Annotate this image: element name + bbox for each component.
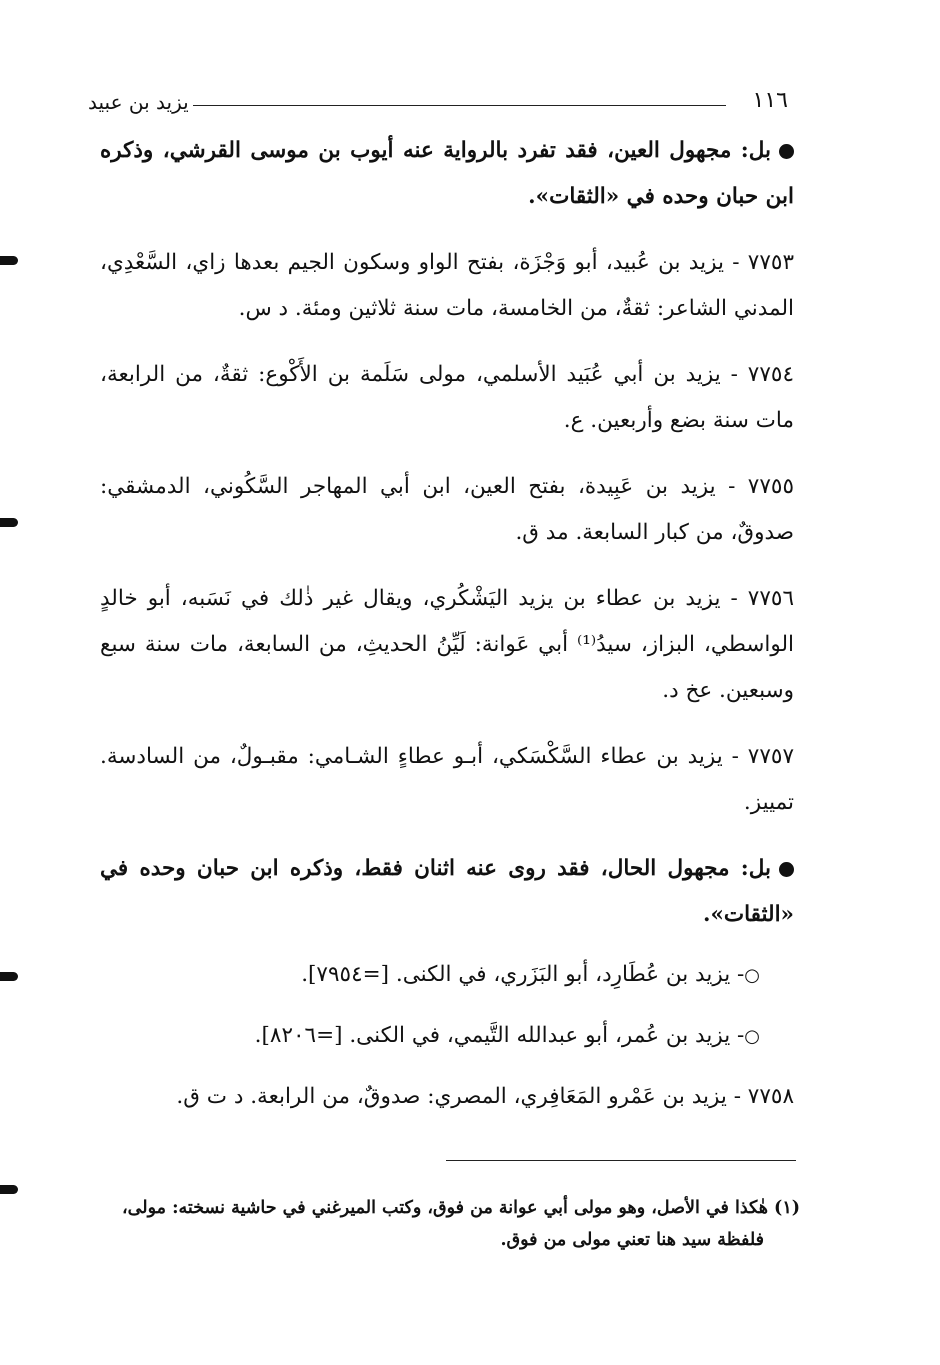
circle-icon: ○ xyxy=(744,965,760,986)
header-rule xyxy=(193,105,726,106)
page-header xyxy=(88,88,788,122)
binding-mark xyxy=(0,518,18,527)
bullet-icon xyxy=(779,862,794,877)
footnote-marker: (١) xyxy=(774,1198,800,1218)
cross-reference-text: - يزيد بن عُطَارِد، أبو البَزَري، في الكنى. [=٧٩٥٤]. xyxy=(301,962,745,987)
footnote-rule xyxy=(446,1160,796,1161)
page-body xyxy=(100,128,794,1120)
entry-7754: ٧٧٥٤ - يزيد بن أبي عُبَيد الأسلمي، مولى سَلَمة بن الأَكْوع: ثقةٌ، من الرابعة، مات سنة بضع وأربعين. ع. xyxy=(100,362,794,433)
bullet-icon xyxy=(779,144,794,159)
binding-mark xyxy=(0,256,18,265)
cross-reference-text: - يزيد بن عُمر، أبو عبدالله التَّيمي، في الكنى. [=٨٢٠٦]. xyxy=(254,1023,745,1048)
circle-icon: ○ xyxy=(744,1026,760,1047)
footnote-line xyxy=(100,1192,800,1224)
remark-text: بل: مجهول العين، فقد تفرد بالرواية عنه أيوب بن موسى القرشي، وذكره ابن حبان وحده في «الثقات». xyxy=(100,138,794,209)
remark-text: بل: مجهول الحال، فقد روى عنه اثنان فقط، وذكره ابن حبان وحده في «الثقات». xyxy=(100,856,794,927)
entry-7756: ٧٧٥٦ - يزيد بن عطاء بن يزيد اليَشْكُري، ويقال غير ذٰلك في نَسَبه، أبو خالدٍ الواسطي، البزاز، سيدُ⁽¹⁾ أبي عَوانة: لَيِّنُ الحديثِ، من السابعة، مات سنة سبع وسبعين. عخ د. xyxy=(100,586,794,703)
cross-reference xyxy=(100,952,794,999)
footnote xyxy=(100,1192,800,1256)
footnote-line: فلفظة سيد هنا تعني مولى من فوق. xyxy=(500,1230,764,1250)
remark-paragraph xyxy=(100,128,794,220)
cross-reference xyxy=(100,1013,794,1060)
running-title: يزيد بن عبيد xyxy=(88,90,189,114)
binding-mark xyxy=(0,1185,18,1194)
entry-7753: ٧٧٥٣ - يزيد بن عُبيد، أبو وَجْزَة، بفتح الواو وسكون الجيم بعدها زاي، السَّعْدِي، المدني الشاعر: ثقةٌ، من الخامسة، مات سنة ثلاثين ومئة. د س. xyxy=(100,250,794,321)
entry-7758: ٧٧٥٨ - يزيد بن عَمْرو المَعَافِري، المصري: صدوقٌ، من الرابعة. د ت ق. xyxy=(176,1084,794,1109)
remark-paragraph xyxy=(100,846,794,938)
entry-7755: ٧٧٥٥ - يزيد بن عَبِيدة، بفتح العين، ابن أبي المهاجر السَّكُوني، الدمشقي: صدوقٌ، من كبار السابعة. مد ق. xyxy=(100,474,794,545)
footnote-text: هٰكذا في الأصل، وهو مولى أبي عوانة من فوق، وكتب الميرغني في حاشية نسخته: مولى، xyxy=(122,1198,768,1218)
entry-7757: ٧٧٥٧ - يزيد بن عطاء السَّكْسَكي، أبـو عطاءٍ الشـامي: مقبـولٌ، من السادسة. تمييز. xyxy=(100,744,794,815)
binding-mark xyxy=(0,972,18,981)
page-number: ١١٦ xyxy=(752,88,788,113)
